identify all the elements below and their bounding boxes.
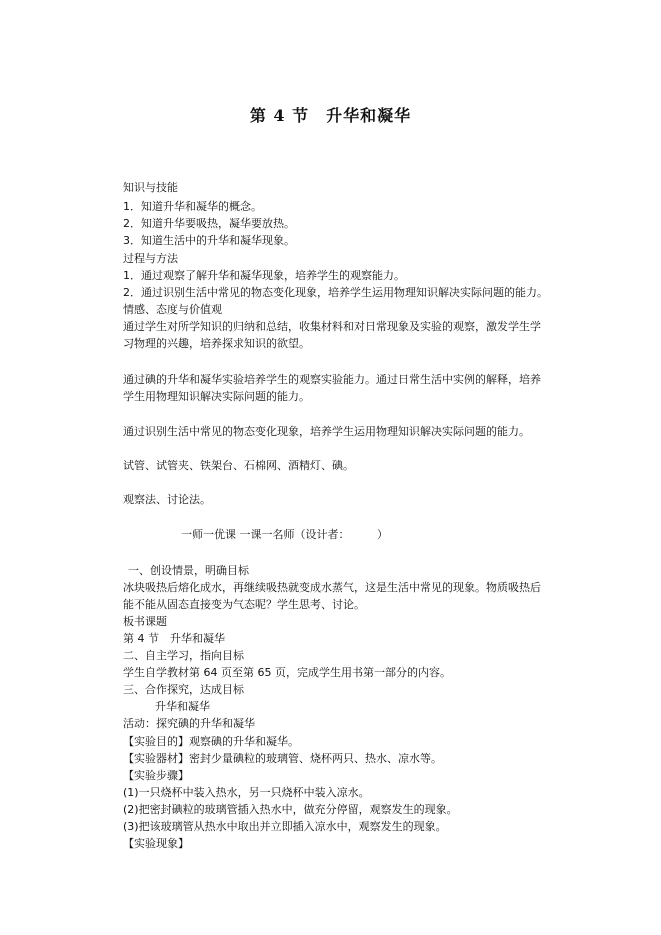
text-line: 3．知道生活中的升华和凝华现象。 [123, 234, 295, 247]
text-line: 冰块吸热后熔化成水，再继续吸热就变成水蒸气，这是生活中常见的现象。物质吸热后 [123, 581, 541, 594]
text-line: 第 4 节 升华和凝华 [123, 632, 225, 645]
section-heading: 板书课题 [123, 615, 167, 628]
text-line: 通过碘的升华和凝华实验培养学生的观察实验能力。通过日常生活中实例的解释，培养 [123, 373, 541, 386]
designer-line: 一师一优课 一课一名师（设计者： ） [181, 528, 388, 541]
text-line: 试管、试管夹、铁架台、石棉网、酒精灯、碘。 [123, 459, 354, 472]
subheading: 升华和凝华 [155, 700, 210, 713]
text-line: 学生自学教材第 64 页至第 65 页，完成学生用书第一部分的内容。 [123, 666, 451, 679]
text-line: 观察法、讨论法。 [123, 493, 211, 506]
text-line: 【实验器材】密封少量碘粒的玻璃管、烧杯两只、热水、凉水等。 [123, 752, 442, 765]
section-heading: 二、自主学习，指向目标 [123, 649, 244, 662]
text-line: 2．知道升华要吸热，凝华要放热。 [123, 217, 295, 230]
text-line: 1．通过观察了解升华和凝华现象，培养学生的观察能力。 [123, 269, 405, 282]
text-line: 1．知道升华和凝华的概念。 [123, 200, 262, 213]
text-line: 能不能从固态直接变为气态呢？学生思考、讨论。 [123, 598, 365, 611]
text-line: (2)把密封碘粒的玻璃管插入热水中，做充分停留，观察发生的现象。 [123, 803, 458, 816]
text-line: 通过识别生活中常见的物态变化现象，培养学生运用物理知识解决实际问题的能力。 [123, 425, 530, 438]
text-line: 【实验步骤】 [123, 769, 189, 782]
text-line: 活动：探究碘的升华和凝华 [123, 717, 255, 730]
section-heading: 知识与技能 [123, 181, 178, 194]
text-line: 学生用物理知识解决实际问题的能力。 [123, 390, 310, 403]
text-line: 2．通过识别生活中常见的物态变化现象，培养学生运用物理知识解决实际问题的能力。 [123, 286, 548, 299]
text-line: (1)一只烧杯中装入热水，另一只烧杯中装入凉水。 [123, 786, 370, 799]
text-line: 【实验现象】 [123, 837, 189, 850]
text-line: 【实验目的】观察碘的升华和凝华。 [123, 735, 299, 748]
section-heading: 过程与方法 [123, 252, 178, 265]
page-title: 第 4 节 升华和凝华 [249, 106, 412, 125]
text-line: 通过学生对所学知识的归纳和总结，收集材料和对日常现象及实验的观察，激发学生学 [123, 320, 541, 333]
section-heading: 三、合作探究，达成目标 [123, 683, 244, 696]
section-heading: 情感、态度与价值观 [123, 303, 222, 316]
text-line: (3)把该玻璃管从热水中取出并立即插入凉水中，观察发生的现象。 [123, 820, 447, 833]
text-line: 习物理的兴趣，培养探求知识的欲望。 [123, 337, 310, 350]
section-heading: 一、创设情景，明确目标 [128, 564, 249, 577]
